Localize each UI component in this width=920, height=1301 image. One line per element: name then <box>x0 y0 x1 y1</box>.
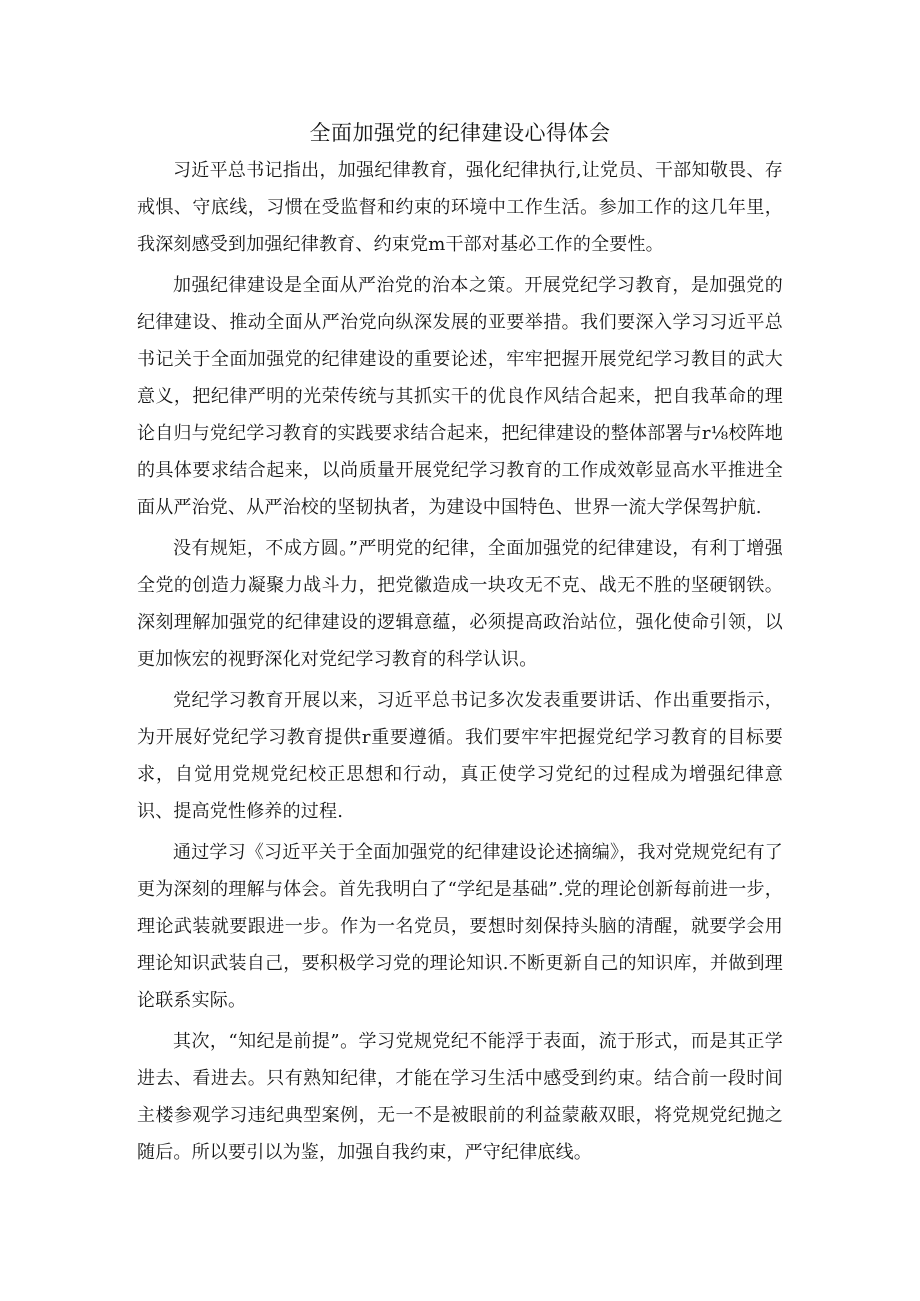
paragraph-6: 其次，“知纪是前提”。学习党规党纪不能浮于表面，流于形式，而是其正学进去、看进去。只有熟知纪律，才能在学习生活中感受到约束。结合前一段时间主楼参观学习违纪典型案例，无一不是被眼前的利益蒙蔽双眼，将党规党纪抛之随后。所以要引以为鉴，加强自我约束，严守纪律底线。 <box>137 1031 783 1163</box>
paragraph-1: 习近平总书记指出，加强纪律教育，强化纪律执行,让党员、干部知敬畏、存戒惧、守底线，习惯在受监督和约束的环境中工作生活。参加工作的这几年里，我深刻感受到加强纪律教育、约束党m干部对基必工作的全要性。 <box>137 160 783 255</box>
paragraph-4: 党纪学习教育开展以来，习近平总书记多次发表重要讲话、作出重要指示，为开展好党纪学习教育提供r重要遵循。我们要牢牢把握党纪学习教育的目标要求，自觉用党规党纪校正思想和行动，真正使学习党纪的过程成为增强纪律意识、提高党性修养的过程. <box>137 690 783 822</box>
document-body <box>137 152 783 1175</box>
paragraph-3: 没有规矩，不成方圆。”严明党的纪律，全面加强党的纪律建设，有利丁增强全党的创造力凝聚力战斗力，把党徽造成一块攻无不克、战无不胜的坚硬钢铁。深刻理解加强党的纪律建设的逻辑意蕴，必须提高政治站位，强化使命引领，以更加恢宏的视野深化对党纪学习教育的科学认识。 <box>137 538 783 670</box>
document-title: 全面加强党的纪律建设心得体会 <box>309 121 611 145</box>
paragraph-5: 通过学习《习近平关于全面加强党的纪律建设论述摘编》，我对党规党纪有了更为深刻的理解与体会。首先我明白了“学纪是基础”.党的理论创新每前进一步，理论武装就要跟进一步。作为一名党员，要想时刻保持头脑的清醒，就要学会用理论知识武装自己，要积极学习党的理论知识.不断更新自己的知识库，并做到理论联系实际。 <box>137 842 783 1011</box>
paragraph-2: 加强纪律建设是全面从严治党的治本之策。开展党纪学习教育，是加强党的纪律建设、推动全面从严治党向纵深发展的亚要举措。我们要深入学习习近平总书记关于全面加强党的纪律建设的重要论述，牢牢把握开展党纪学习教目的武大意义，把纪律严明的光荣传统与其抓实干的优良作风结合起来，把自我革命的理论自归与党纪学习教育的实践要求结合起来，把纪律建设的整体部署与r⅛校阵地的具体要求结合起来，以尚质量开展党纪学习教育的工作成效彰显高水平推进全面从严治党、从严治校的坚韧执者，为建设中国特色、世界一流大学保驾护航. <box>137 275 783 518</box>
